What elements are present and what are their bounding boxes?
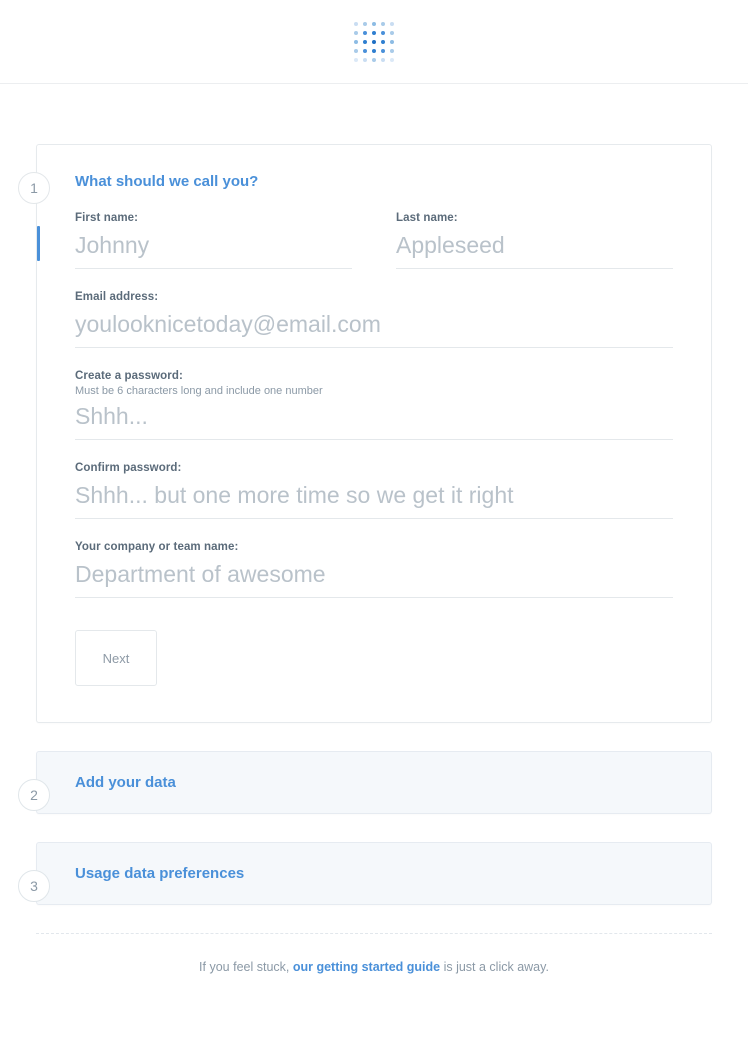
confirm-password-label: Confirm password:	[75, 462, 182, 474]
confirm-password-field	[75, 462, 673, 519]
email-input[interactable]	[75, 309, 673, 348]
dot-grid-logo	[351, 19, 397, 65]
step-3-title: Usage data preferences	[75, 865, 245, 882]
step-2-badge: 2	[18, 779, 50, 811]
first-name-field	[75, 212, 352, 269]
company-label: Your company or team name:	[75, 541, 239, 553]
step-2-card[interactable]	[36, 751, 712, 814]
password-label: Create a password:	[75, 370, 183, 382]
step-1-title: What should we call you?	[75, 173, 259, 190]
step-1	[30, 144, 712, 723]
company-input[interactable]	[75, 559, 673, 598]
password-input[interactable]	[75, 401, 673, 440]
step-3-badge: 3	[18, 870, 50, 902]
step-2-title: Add your data	[75, 774, 176, 791]
next-button[interactable]: Next	[75, 630, 157, 686]
first-name-label: First name:	[75, 212, 139, 224]
email-field	[75, 291, 673, 348]
password-hint: Must be 6 characters long and include one number	[75, 385, 323, 397]
step-2[interactable]	[30, 751, 712, 814]
step-1-card	[36, 144, 712, 723]
step-3[interactable]	[30, 842, 712, 905]
help-note-suffix: is just a click away.	[443, 960, 549, 974]
password-field	[75, 370, 673, 440]
last-name-field	[396, 212, 673, 269]
active-field-indicator	[37, 226, 40, 261]
name-row	[75, 212, 673, 269]
signup-wizard	[0, 84, 748, 974]
company-field	[75, 541, 673, 598]
first-name-input[interactable]	[75, 230, 352, 269]
email-label: Email address:	[75, 291, 159, 303]
help-note-prefix: If you feel stuck,	[199, 960, 290, 974]
confirm-password-input[interactable]	[75, 480, 673, 519]
step-3-card[interactable]	[36, 842, 712, 905]
help-note	[36, 933, 712, 974]
last-name-input[interactable]	[396, 230, 673, 269]
app-header	[0, 0, 748, 84]
last-name-label: Last name:	[396, 212, 458, 224]
step-1-badge: 1	[18, 172, 50, 204]
getting-started-guide-link[interactable]: our getting started guide	[292, 960, 441, 974]
